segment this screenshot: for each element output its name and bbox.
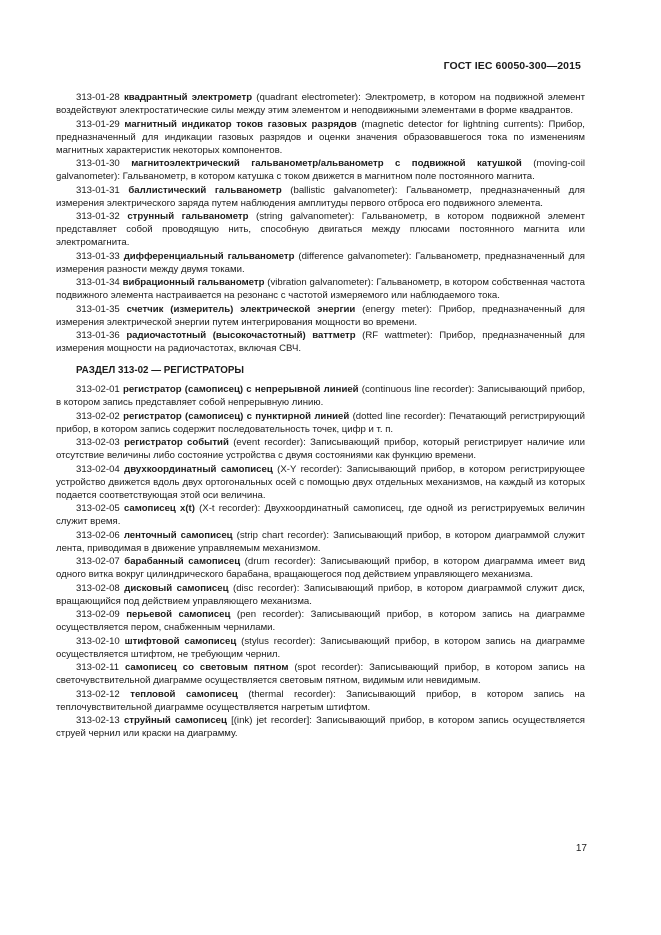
term-entry [56, 688, 585, 714]
entry-code: 313-02-12 [76, 688, 120, 700]
entry-code: 313-02-01 [76, 384, 120, 395]
entry-english: (dotted line recorder) [349, 410, 443, 422]
term-entry [56, 118, 585, 157]
entry-english: [(ink) jet recorder] [226, 715, 310, 726]
entry-definition: : Записывающий прибор, в котором диаграмма имеет вид одного витка вокруг цилиндрического барабана, вращающегося под действием управляющего механизма. [56, 556, 585, 580]
term-entry [56, 635, 585, 661]
entry-english: (X-t recorder) [194, 503, 258, 514]
entry-code: 313-02-11 [76, 662, 120, 673]
term-entry [56, 436, 585, 462]
entry-definition: : Записывающий прибор, в котором регистрирующее устройство движется вдоль двух ортогональных осей с помощью двух отдельных механизмов, на каждый из которых подается соответствующая этой оси величина. [56, 463, 586, 501]
entry-term: радиочастотный (высокочастотный) ваттметр [126, 330, 356, 341]
entry-code: 313-02-06 [76, 529, 120, 541]
term-entry [56, 410, 585, 436]
entry-code: 313-01-36 [76, 330, 120, 341]
term-entry [56, 714, 585, 740]
entry-definition: : Записывающий прибор, в котором запись осуществляется струей чернил или краски на диаграмму. [56, 715, 585, 739]
entry-term: магнитный индикатор токов газовых разрядов [124, 118, 357, 130]
entry-term: баллистический гальванометр [128, 184, 282, 196]
entry-english: (drum recorder) [240, 556, 314, 567]
entry-code: 313-02-08 [76, 582, 120, 594]
entry-term: самописец со световым пятном [124, 662, 289, 673]
entry-code: 313-01-31 [76, 184, 120, 196]
term-entry [56, 661, 585, 687]
entry-english: (continuous line recorder) [358, 384, 472, 395]
entry-code: 313-02-05 [76, 503, 120, 514]
entry-term: магнитоэлектрический гальванометр/альванометр с подвижной катушкой [131, 158, 522, 169]
entry-code: 313-02-04 [76, 463, 120, 475]
entry-english: (difference galvanometer) [294, 250, 409, 262]
entry-definition: : Записывающий прибор, в котором запись представляет собой непрерывную линию. [56, 384, 585, 408]
entry-term: регистратор событий [124, 437, 229, 448]
term-entry [56, 91, 585, 117]
term-entry [56, 383, 585, 409]
entry-english: (event recorder) [228, 437, 304, 448]
entry-term: штифтовой самописец [124, 635, 237, 647]
term-entry [56, 555, 585, 581]
entry-english: (string galvanometer) [248, 211, 352, 222]
entry-english: (moving-coil galvanometer) [56, 158, 585, 182]
entry-term: самописец x(t) [123, 503, 195, 514]
entry-english: (energy meter) [355, 303, 430, 315]
term-entry [56, 502, 585, 528]
entry-definition: : Записывающий прибор, в котором запись на теплочувствительной диаграмме осуществляется нагретым штифтом. [56, 688, 585, 713]
entry-definition: : Записывающий прибор, в котором диаграммой служит диск, вращающийся под действием управляющего механизма. [56, 582, 585, 607]
term-entry [56, 608, 585, 634]
term-entry [56, 463, 585, 502]
entry-code: 313-01-34 [76, 277, 120, 288]
term-entry [56, 250, 585, 276]
entry-term: регистратор (самописец) с пунктирной линией [123, 410, 350, 422]
entry-english: (spot recorder) [288, 662, 361, 673]
entry-term: перьевой самописец [126, 609, 231, 620]
entry-term: дифференциальный гальванометр [123, 250, 295, 262]
entry-term: ленточный самописец [123, 529, 233, 541]
entry-definition: : Записывающий прибор, в котором запись на светочувствительной диаграмме осуществляется световым пятном, видимым или невидимым. [56, 662, 585, 686]
entry-code: 313-02-09 [76, 609, 120, 620]
entry-definition: : Двухкоординатный самописец, где одной из регистрируемых величин служит время. [56, 503, 585, 527]
entry-code: 313-01-28 [76, 92, 120, 103]
document-body [56, 91, 585, 741]
standard-header: ГОСТ IEC 60050-300—2015 [443, 60, 581, 72]
entry-code: 313-02-07 [76, 556, 120, 567]
entry-definition: : Гальванометр, в котором катушка с током движется в магнитном поле постоянного магнита. [117, 171, 535, 182]
entry-definition: : Прибор, предназначенный для индикации газовых разрядов и оценки значения образовавшегося тока по изменениям магнитных характеристик некоторых компонентов. [56, 118, 585, 156]
entry-english: (pen recorder) [230, 609, 302, 620]
entry-definition: : Гальванометр, в котором собственная частота подвижного элемента настраивается на резонанс с частотой измеряемого или наблюдаемого тока. [56, 277, 585, 301]
entry-english: (quadrant electrometer) [252, 92, 359, 103]
entry-definition: : Гальванометр, в котором подвижной элемент представляет собой проводящую нить, способную двигаться между плюсами постоянного магнита или электромагнита. [56, 211, 586, 248]
entry-term: регистратор (самописец) с непрерывной линией [122, 384, 359, 395]
term-entry [56, 276, 585, 302]
entry-code: 313-01-30 [76, 158, 120, 169]
entry-code: 313-01-29 [76, 118, 120, 130]
term-entry [56, 582, 585, 608]
entry-definition: : Прибор, предназначенный для измерения электрической энергии путем интегрирования мощности во времени. [56, 303, 585, 328]
entry-definition: : Записывающий прибор, в котором запись на диаграмме осуществляется штифтом, не требующим чернил. [56, 635, 585, 660]
entry-code: 313-02-10 [76, 635, 120, 647]
entry-term: струйный самописец [123, 715, 227, 726]
entry-definition: : Электрометр, в котором на подвижной элемент воздействуют электростатические силы между этим элементом и неподвижными элементами в форме квадрантов. [56, 92, 585, 116]
entry-term: тепловой самописец [130, 688, 238, 700]
entry-english: (disc recorder) [228, 582, 297, 594]
page-number: 17 [575, 843, 587, 854]
entry-english: (X-Y recorder) [272, 463, 340, 475]
entry-definition: : Печатающий регистрирующий прибор, в котором запись содержит последовательность точек, цифр и т. п. [56, 410, 585, 435]
entry-english: (magnetic detector for lightning currents) [356, 118, 542, 130]
entry-english: (RF wattmeter) [355, 330, 431, 341]
entry-definition: : Прибор, предназначенный для измерения мощности на радиочастотах, включая СВЧ. [56, 330, 585, 354]
entry-term: квадрантный электрометр [123, 92, 253, 103]
entry-english: (stylus recorder) [236, 635, 313, 647]
entry-english: (thermal recorder) [237, 688, 333, 700]
entries-section-313-01 [56, 91, 585, 355]
entry-code: 313-01-32 [76, 211, 120, 222]
entry-term: счетчик (измеритель) электрической энергии [126, 303, 356, 315]
entry-english: (ballistic galvanometer) [281, 184, 395, 196]
entry-code: 313-02-13 [76, 715, 120, 726]
entry-term: вибрационный гальванометр [122, 277, 265, 288]
entry-definition: : Записывающий прибор, который регистрирует наличие или отсутствие величины либо состояние устройства с двумя состояниями как функцию времени. [56, 437, 586, 461]
term-entry [56, 529, 585, 555]
term-entry [56, 329, 585, 355]
entries-section-313-02 [56, 383, 585, 740]
term-entry [56, 184, 585, 210]
entry-definition: : Записывающий прибор, в котором диаграммой служит лента, приводимая в движение управляемым механизмом. [56, 529, 586, 554]
entry-definition: : Гальванометр, предназначенный для измерения разности между двумя токами. [56, 250, 585, 275]
term-entry [56, 210, 585, 249]
entry-term: барабанный самописец [124, 556, 241, 567]
entry-term: двухкоординатный самописец [124, 463, 273, 475]
term-entry [56, 303, 585, 329]
section-title: РАЗДЕЛ 313-02 — РЕГИСТРАТОРЫ [76, 365, 244, 376]
entry-term: дисковый самописец [124, 582, 229, 594]
entry-code: 313-02-03 [76, 437, 120, 448]
entry-code: 313-02-02 [76, 410, 120, 422]
entry-definition: : Гальванометр, предназначенный для измерения электрического заряда путем наблюдения амплитуды первого отброса его подвижного элемента. [56, 184, 585, 209]
entry-term: струнный гальванометр [127, 211, 249, 222]
entry-english: (vibration galvanometer) [264, 277, 371, 288]
entry-definition: : Записывающий прибор, в котором запись на диаграмме осуществляется пером, снабженным чернилами. [56, 609, 585, 633]
entry-english: (strip chart recorder) [232, 529, 327, 541]
entry-code: 313-01-35 [76, 303, 120, 315]
entry-code: 313-01-33 [76, 250, 120, 262]
term-entry [56, 157, 585, 183]
